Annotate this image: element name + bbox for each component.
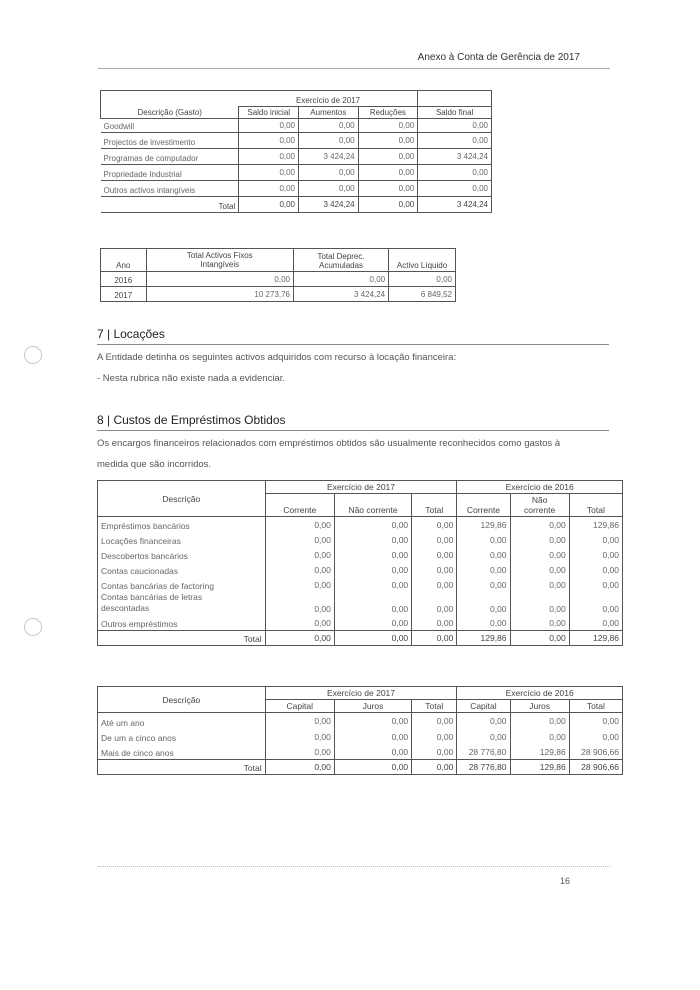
table-row: Goodwill 0,00 0,00 0,00 0,00 [101, 119, 492, 133]
table-row: Projectos de investimento 0,00 0,00 0,00 0,00 [101, 133, 492, 149]
col-header-saldo-inicial: Saldo inicial [239, 107, 299, 119]
punch-hole-mark [24, 346, 42, 364]
col-header-descricao: Descrição (Gasto) [101, 107, 239, 119]
section-7-paragraph: A Entidade detinha os seguintes activos adquiridos com recurso à locação financeira: [97, 352, 457, 363]
col-header-aumentos: Aumentos [299, 107, 359, 119]
table-row: Outros activos intangíveis 0,00 0,00 0,00 0,00 [101, 181, 492, 197]
exercise-2017-header: Exercício de 2017 [265, 687, 457, 700]
loans-costs-table [97, 480, 623, 646]
col-header-total-2017: Total [412, 494, 457, 517]
loans-maturity-table [97, 686, 623, 775]
total-row: Total 0,00 0,00 0,00 28 776,80 129,86 28 906,66 [98, 760, 623, 775]
section-rule [97, 344, 609, 345]
col-header-total-deprec: Total Deprec. Acumuladas [293, 249, 388, 272]
header-rule [98, 68, 610, 69]
section-rule [97, 430, 609, 431]
table-row: Outros empréstimos 0,00 0,00 0,00 0,00 0,00 0,00 [98, 615, 623, 631]
table-row: Contas bancárias de letras descontadas 0,00 0,00 0,00 0,00 0,00 0,00 [98, 592, 623, 615]
col-header-total-2016: Total [569, 494, 622, 517]
col-header-ano: Ano [101, 249, 147, 272]
col-header-descricao: Descrição [98, 481, 266, 517]
col-header-capital-2017: Capital [265, 700, 334, 713]
total-row: Total 0,00 0,00 0,00 129,86 0,00 129,86 [98, 631, 623, 646]
col-header-corrente-2016: Corrente [457, 494, 510, 517]
col-header-total-2016: Total [569, 700, 622, 713]
col-header-descricao: Descrição [98, 687, 266, 713]
intangible-summary-table [100, 248, 456, 302]
table-row: Mais de cinco anos 0,00 0,00 0,00 28 776,80 129,86 28 906,66 [98, 744, 623, 760]
section-8-title: 8 | Custos de Empréstimos Obtidos [97, 413, 286, 427]
exercise-2017-header: Exercício de 2017 [265, 481, 457, 494]
document-header-title: Anexo à Conta de Gerência de 2017 [417, 52, 580, 63]
total-row: Total 0,00 3 424,24 0,00 3 424,24 [101, 197, 492, 213]
table-row: Contas caucionadas 0,00 0,00 0,00 0,00 0,00 0,00 [98, 562, 623, 577]
exercise-header: Exercício de 2017 [239, 91, 418, 107]
table-row: 2017 10 273,76 3 424,24 6 849,52 [101, 287, 456, 302]
table-row: Locações financeiras 0,00 0,00 0,00 0,00 0,00 0,00 [98, 532, 623, 547]
col-header-nao-corrente-2016: Não corrente [510, 494, 569, 517]
table-row: De um a cinco anos 0,00 0,00 0,00 0,00 0,00 0,00 [98, 729, 623, 744]
col-header-total-2017: Total [412, 700, 457, 713]
col-header-corrente-2017: Corrente [265, 494, 334, 517]
intangible-assets-table [100, 90, 492, 213]
punch-hole-mark [24, 618, 42, 636]
section-7-title: 7 | Locações [97, 327, 165, 341]
section-7-note: - Nesta rubrica não existe nada a evidenciar. [97, 373, 285, 384]
col-header-juros-2016: Juros [510, 700, 569, 713]
page-number: 16 [559, 876, 570, 886]
table-row: 2016 0,00 0,00 0,00 [101, 272, 456, 287]
col-header-reducoes: Reduções [358, 107, 418, 119]
col-header-capital-2016: Capital [457, 700, 510, 713]
table-row: Programas de computador 0,00 3 424,24 0,00 3 424,24 [101, 149, 492, 165]
exercise-2016-header: Exercício de 2016 [457, 687, 623, 700]
footer-rule [98, 866, 610, 867]
table-row: Contas bancárias de factoring 0,00 0,00 0,00 0,00 0,00 0,00 [98, 577, 623, 592]
col-header-juros-2017: Juros [334, 700, 411, 713]
table-row: Empréstimos bancários 0,00 0,00 0,00 129,86 0,00 129,86 [98, 517, 623, 533]
table-row: Até um ano 0,00 0,00 0,00 0,00 0,00 0,00 [98, 713, 623, 730]
exercise-2016-header: Exercício de 2016 [457, 481, 623, 494]
section-8-paragraph: Os encargos financeiros relacionados com empréstimos obtidos são usualmente reconhecidos como gastos à [97, 438, 561, 449]
col-header-total-activos: Total Activos Fixos Intangíveis [146, 249, 293, 272]
col-header-saldo-final: Saldo final [418, 107, 492, 119]
col-header-nao-corrente-2017: Não corrente [334, 494, 411, 517]
table-row: Descobertos bancários 0,00 0,00 0,00 0,00 0,00 0,00 [98, 547, 623, 562]
table-row: Propriedade Industrial 0,00 0,00 0,00 0,00 [101, 165, 492, 181]
section-8-paragraph-cont: medida que são incorridos. [97, 459, 212, 470]
col-header-activo-liquido: Activo Líquido [389, 249, 456, 272]
